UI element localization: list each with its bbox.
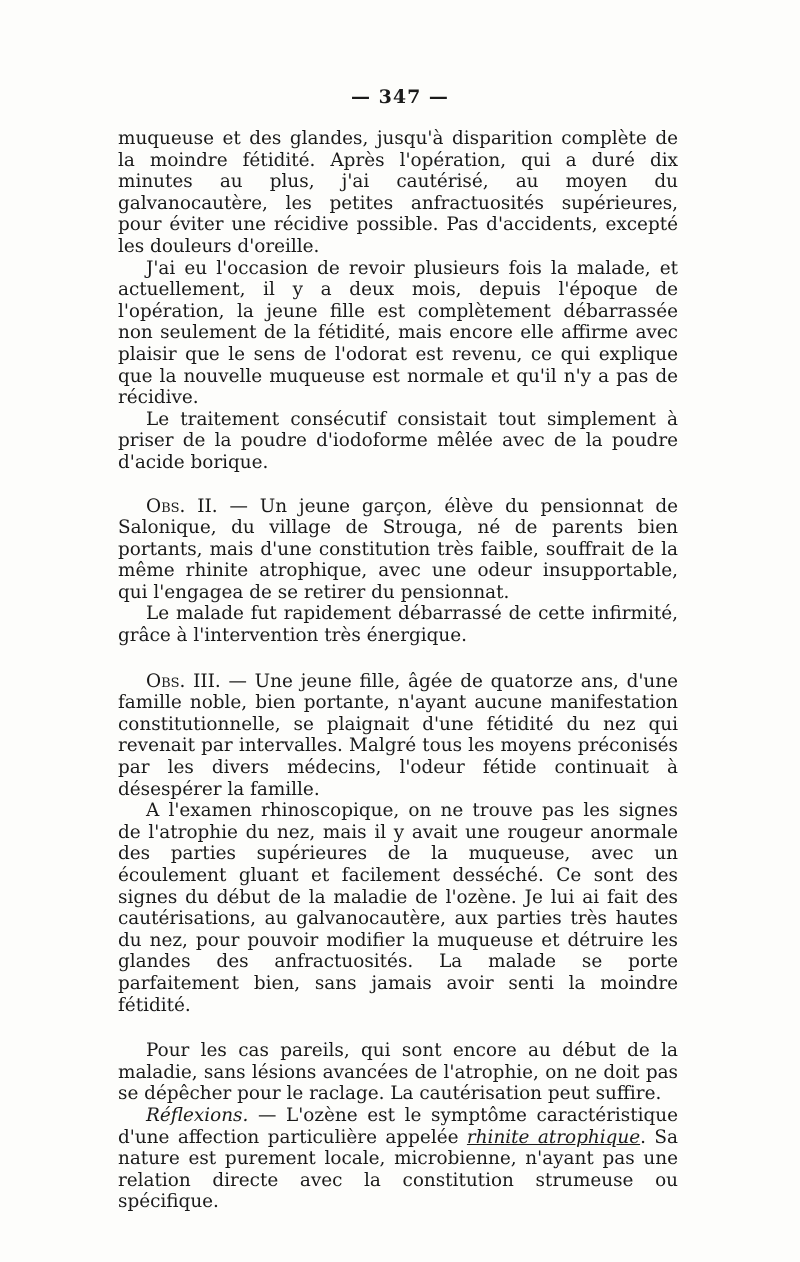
reflections-text-b: . Sa nature est purement locale, microbienne, n'ayant pas une relation directe avec la constitution strumeuse ou spécifique. [118,1126,678,1213]
reflections-term: rhinite atrophique [466,1126,641,1148]
page-number: — 347 — [351,86,449,108]
observation-2 [118,496,678,604]
observation-3-text: — Une jeune fille, âgée de quatorze ans, d'une famille noble, bien portante, n'ayant aucune manifestation constitutionnelle, se plaignait d'une fétidité du nez qui revenait par intervalles. Malgré tous les moyens préconisés par les divers médecins, l'odeur fétide continuait à désespérer la famille. [118,670,678,800]
paragraph-continuation: muqueuse et des glandes, jusqu'à disparition complète de la moindre fétidité. Après l'opération, qui a duré dix minutes au plus, j'ai cautérisé, au moyen du galvanocautère, les petites anfractuosités supérieures, pour éviter une récidive possible. Pas d'accidents, excepté les douleurs d'oreille. [118,128,678,257]
paragraph-examination: A l'examen rhinoscopique, on ne trouve pas les signes de l'atrophie du nez, mais il y avait une rougeur anormale des parties supérieures de la muqueuse, avec un écoulement gluant et facilement desséché. Ce sont des signes du début de la maladie de l'ozène. Je lui ai fait des cautérisations, au galvanocautère, aux parties très hautes du nez, pour pouvoir modifier la muqueuse et détruire les glandes des anfractuosités. La malade se porte parfaitement bien, sans jamais avoir senti la moindre fétidité. [118,800,678,1016]
reflections-text-a: — L'ozène est le symptôme caractéristique d'une affection particulière appelée [118,1104,678,1148]
paragraph-treatment: Le traitement consécutif consistait tout simplement à priser de la poudre d'iodoforme mêlée avec de la poudre d'acide borique. [118,408,678,473]
observation-3 [118,671,678,801]
observation-3-label: Obs. III. [146,670,221,692]
paragraph-follow-up: J'ai eu l'occasion de revoir plusieurs fois la malade, et actuellement, il y a deux mois, depuis l'époque de l'opération, la jeune fille est complètement débarrassée non seulement de la fétidité, mais encore elle affirme avec plaisir que le sens de l'odorat est revenu, ce qui explique que la nouvelle muqueuse est normale et qu'il n'y a pas de récidive. [118,257,678,409]
paragraph-reflections [118,1105,678,1213]
paragraph-outcome-2: Le malade fut rapidement débarrassé de cette infirmité, grâce à l'intervention très énergique. [118,603,678,647]
body-text [118,128,678,1213]
paragraph-recommendation: Pour les cas pareils, qui sont encore au début de la maladie, sans lésions avancées de l'atrophie, on ne doit pas se dépêcher pour le raclage. La cautérisation peut suffire. [118,1040,678,1105]
observation-2-text: — Un jeune garçon, élève du pensionnat de Salonique, du village de Strouga, né de parents bien portants, mais d'une constitution très faible, souffrait de la même rhinite atrophique, avec une odeur insupportable, qui l'engagea de se retirer du pensionnat. [118,495,678,603]
reflections-label: Réflexions. [146,1104,249,1126]
observation-2-label: Obs. II. [146,495,218,517]
